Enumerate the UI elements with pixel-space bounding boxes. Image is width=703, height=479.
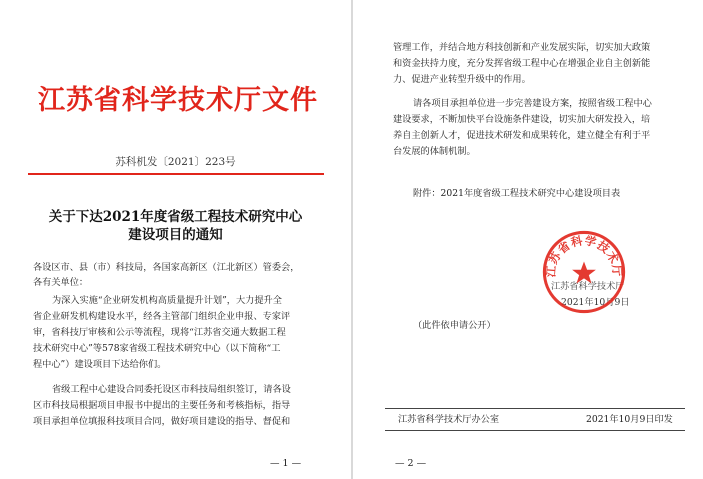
document-number: 苏科机发〔2021〕223号 — [115, 156, 236, 168]
body-line: 省企业研发机构建设水平，经各主管部门组织企业申报、专家评 — [33, 311, 291, 322]
document-page-2 — [353, 0, 703, 479]
body-line: 和资金扶持力度，充分发挥省级工程中心在增强企业自主创新能 — [393, 58, 651, 69]
body-line: 项目承担单位填报科技项目合同，做好项目建设的指导、督促和 — [33, 416, 291, 427]
body-line: 技术研究中心”等578家省级工程技术研究中心（以下简称“工 — [33, 343, 281, 354]
body-line: 建设要求，不断加快平台设施条件建设，切实加大研发投入，培 — [393, 114, 651, 125]
notice-title-line2: 建设项目的通知 — [128, 227, 223, 243]
body-line: 区市科技局根据项目申报书中提出的主要任务和考核指标，指导 — [33, 400, 291, 411]
document-page-1 — [0, 0, 351, 479]
addressee-line: 各设区市、县（市）科技局，各国家高新区（江北新区）管委会， — [33, 262, 300, 273]
body-line: 为深入实施“企业研发机构高质量提升计划”，大力提升全 — [52, 295, 282, 306]
red-divider — [28, 173, 324, 175]
body-line: 程中心”）建设项目下达给你们。 — [33, 359, 167, 370]
body-line: 请各项目承担单位进一步完善建设方案，按照省级工程中心 — [413, 98, 652, 109]
seal-text: 江苏省科学技术厅 — [543, 233, 625, 278]
disclosure-note: （此件依申请公开） — [413, 320, 496, 331]
page-number: — 2 — — [395, 458, 427, 469]
footer-print-date: 2021年10月9日印发 — [586, 414, 673, 425]
body-line: 审，省科技厅审核和公示等流程，现将“江苏省交通大数据工程 — [33, 327, 286, 338]
issue-date: 2021年10月9日 — [561, 297, 630, 308]
body-line: 台发展的体制机制。 — [393, 146, 476, 157]
official-seal-icon — [540, 228, 628, 316]
footer-office: 江苏省科学技术厅办公室 — [398, 414, 500, 425]
notice-title-line1: 关于下达2021年度省级工程技术研究中心 — [48, 209, 303, 225]
body-line: 管理工作，并结合地方科技创新和产业发展实际，切实加大政策 — [393, 42, 651, 53]
body-line: 养自主创新人才，促进技术研发和成果转化，建立健全有利于平 — [393, 130, 651, 141]
addressee-line: 各有关单位： — [33, 277, 89, 288]
page-number: — 1 — — [270, 458, 302, 469]
footer-rule-bottom — [385, 430, 685, 431]
footer-rule-top — [385, 408, 685, 409]
body-line: 省级工程中心建设合同委托设区市科技局组织签订，请各设 — [52, 384, 291, 395]
body-line: 力、促进产业转型升级中的作用。 — [393, 74, 531, 85]
red-letterhead: 江苏省科学技术厅文件 — [38, 85, 318, 116]
attachment-line: 附件：2021年度省级工程技术研究中心建设项目表 — [413, 188, 621, 199]
issuer-name: 江苏省科学技术厅 — [551, 281, 625, 292]
